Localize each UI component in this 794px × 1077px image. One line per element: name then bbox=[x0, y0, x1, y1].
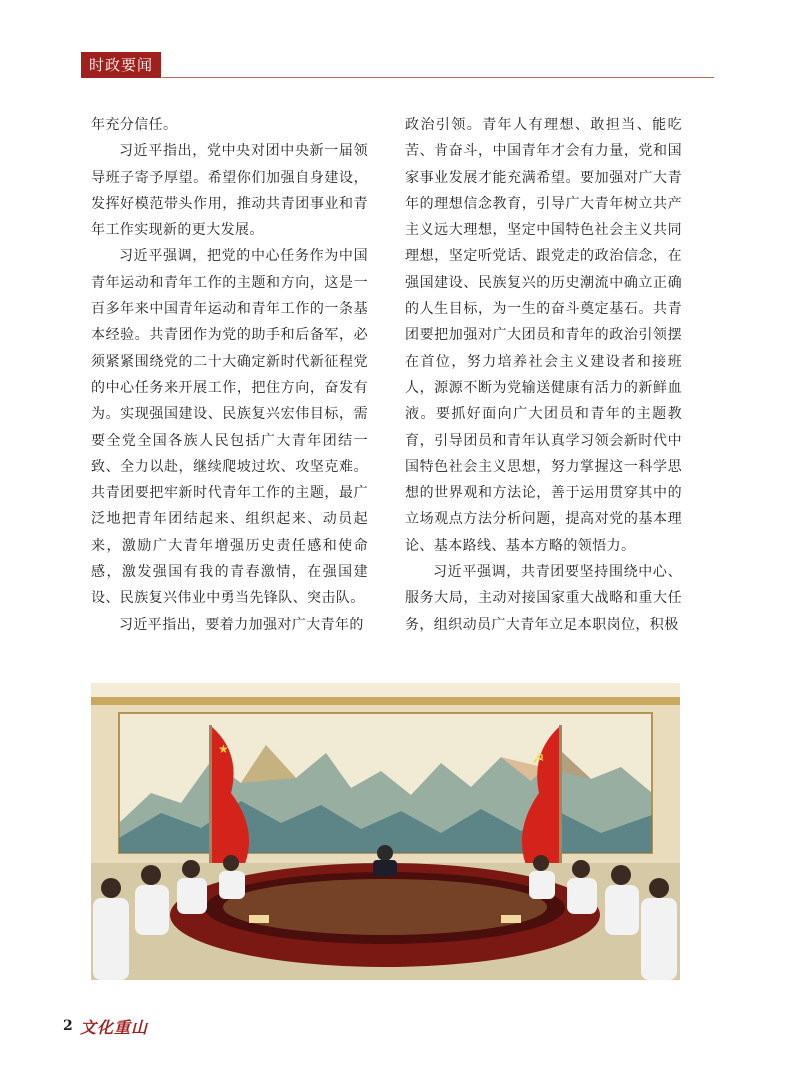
paragraph: 年充分信任。 bbox=[91, 117, 178, 133]
paragraph: 政治引领。青年人有理想、敢担当、能吃苦、肯奋斗，中国青年才会有力量，党和国家事业发展才能充满希望。要加强对广大青年的理想信念教育，引导广大青年树立共产主义远大理想，坚定中国特色社会主义共同理想，坚定听党话、跟党走的政治信念，在强国建设、民族复兴的历史潮流中确立正确的人生目标，为一生的奋斗奠定基石。共青团要把加强对广大团员和青年的政治引领摆在首位，努力培养社会主义建设者和接班人，源源不断为党输送健康有活力的新鲜血液。要抓好面向广大团员和青年的主题教育，引导团员和青年认真学习领会新时代中国特色社会主义思想，努力掌握这一科学思想的世界观和方法论，善于运用贯穿其中的立场观点方法分析问题，提高对党的基本理论、基本路线、基本方略的领悟力。 bbox=[405, 117, 682, 554]
brand-logo: 文化重山 bbox=[80, 1018, 149, 1037]
svg-text:☭: ☭ bbox=[532, 751, 545, 767]
paragraph: 习近平强调，把党的中心任务作为中国青年运动和青年工作的主题和方向，这是一百多年来中国青年运动和青年工作的一条基本经验。共青团作为党的助手和后备军，必须紧紧围绕党的二十大确定新时代新征程党的中心任务来开展工作，把住方向，奋发有为。实现强国建设、民族复兴宏伟目标，需要全党全国各族人民包括广大青年团结一致、全力以赴，继续爬坡过坎、攻坚克难。共青团要把牢新时代青年工作的主题，最广泛地把青年团结起来、组织起来、动员起来，激励广大青年增强历史责任感和使命感，激发强国有我的青春激情，在强国建设、民族复兴伟业中勇当先锋队、突击队。 bbox=[91, 248, 368, 607]
svg-text:★: ★ bbox=[218, 742, 229, 756]
article-column-right bbox=[405, 112, 682, 638]
paragraph: 习近平指出，党中央对团中央新一届领导班子寄予厚望。希望你们加强自身建设，发挥好模范带头作用，推动共青团事业和青年工作实现新的更大发展。 bbox=[91, 143, 368, 239]
page-number: 2 bbox=[63, 1018, 73, 1034]
header-rule bbox=[162, 77, 714, 78]
article-column-left bbox=[91, 112, 368, 638]
section-tag: 时政要闻 bbox=[81, 52, 161, 78]
paragraph: 习近平指出，要着力加强对广大青年的 bbox=[119, 616, 364, 633]
paragraph: 习近平强调，共青团要坚持围绕中心、服务大局，主动对接国家重大战略和重大任务，组织动员广大青年立足本职岗位，积极 bbox=[405, 564, 682, 633]
meeting-photo-illustration bbox=[91, 683, 680, 980]
meeting-photo bbox=[91, 683, 680, 980]
